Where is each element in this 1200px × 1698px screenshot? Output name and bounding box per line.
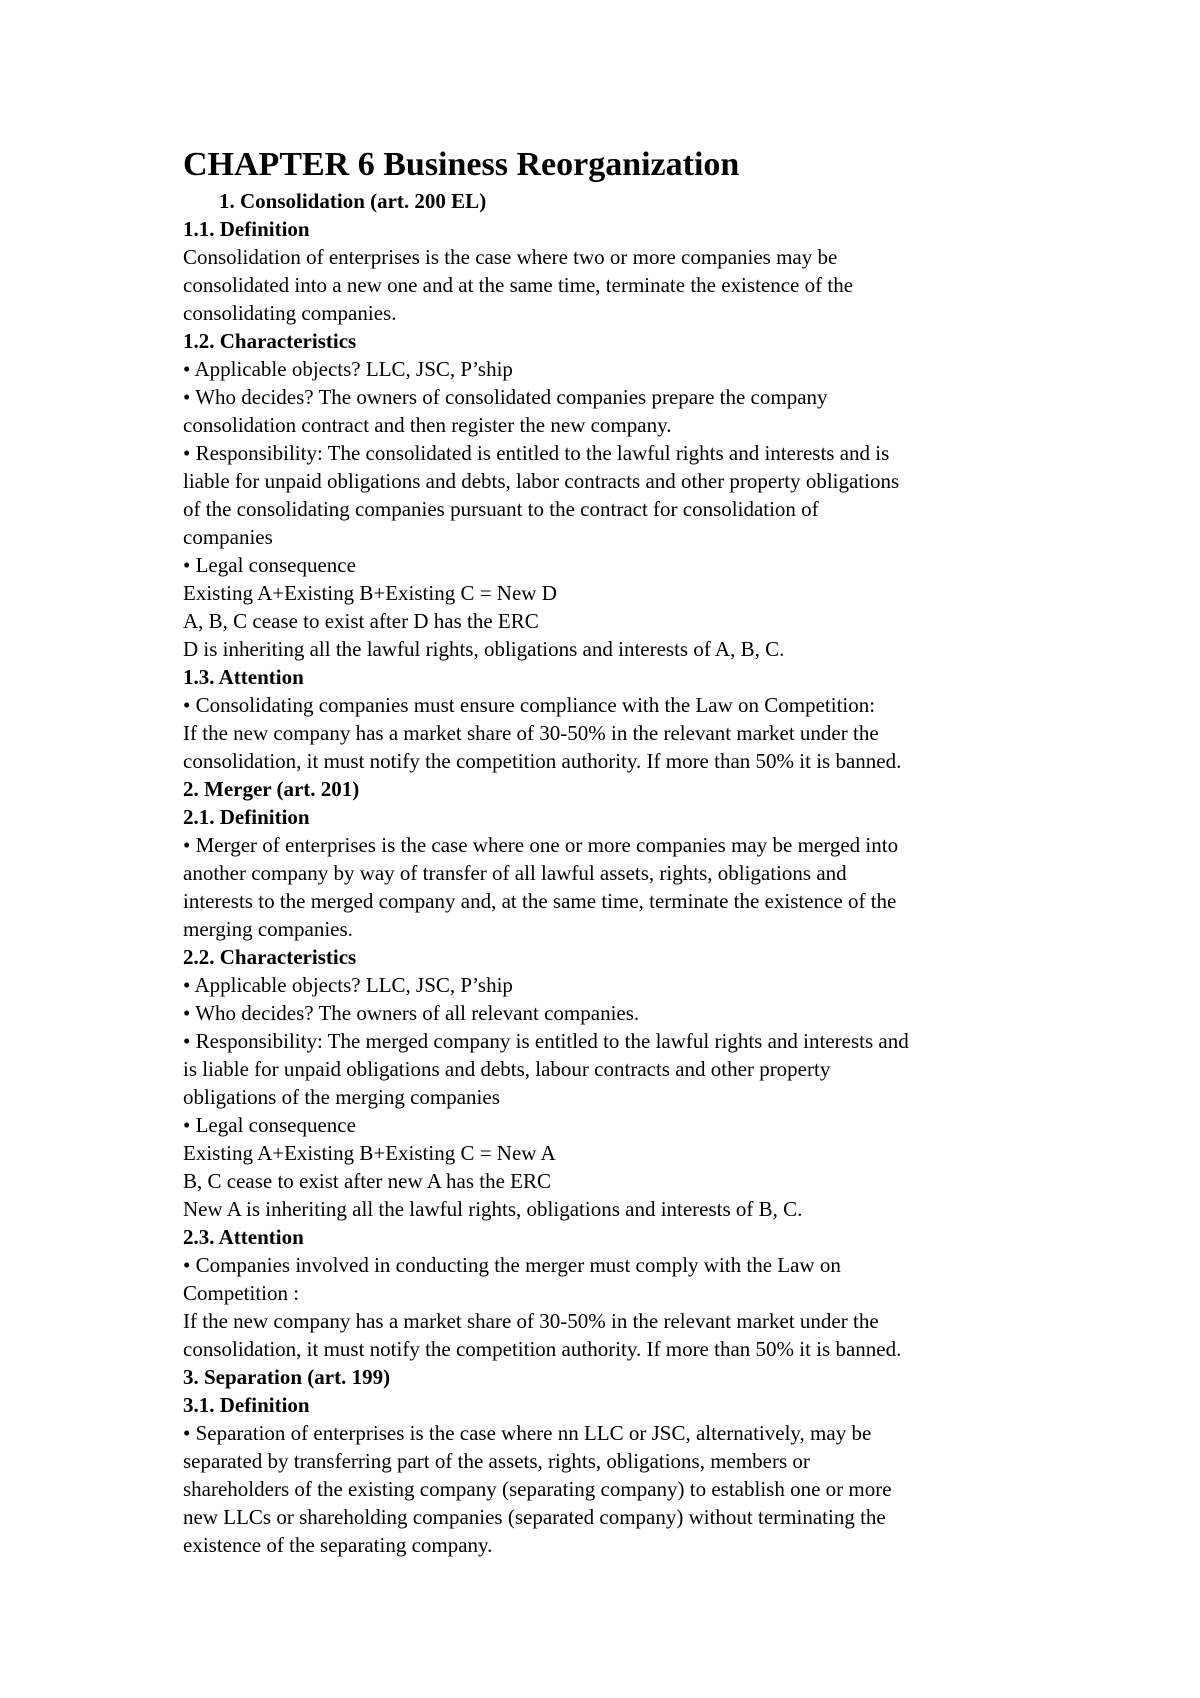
text-line: New A is inheriting all the lawful rights, obligations and interests of B, C. [183, 1197, 803, 1221]
text-line: another company by way of transfer of all lawful assets, rights, obligations and [183, 861, 847, 885]
section-heading: 2.2. Characteristics [183, 945, 357, 969]
text-line: consolidation contract and then register the new company. [183, 413, 672, 437]
text-line: shareholders of the existing company (separating company) to establish one or more [183, 1477, 892, 1501]
text-line: • Legal consequence [183, 553, 356, 577]
text-line: consolidating companies. [183, 301, 397, 325]
text-line: • Who decides? The owners of consolidated companies prepare the company [183, 385, 828, 409]
text-line: • Applicable objects? LLC, JSC, P’ship [183, 357, 513, 381]
text-line: • Companies involved in conducting the merger must comply with the Law on [183, 1253, 841, 1277]
text-line: existence of the separating company. [183, 1533, 493, 1557]
chapter-title: CHAPTER 6 Business Reorganization [183, 146, 740, 183]
section-heading: 1. Consolidation (art. 200 EL) [219, 189, 487, 213]
text-line: interests to the merged company and, at the same time, terminate the existence of the [183, 889, 897, 913]
section-heading: 1.2. Characteristics [183, 329, 357, 353]
text-line: • Responsibility: The consolidated is entitled to the lawful rights and interests and is [183, 441, 890, 465]
document-body [183, 187, 1083, 1559]
document-page [183, 145, 1083, 1559]
text-line: liable for unpaid obligations and debts, labor contracts and other property obligations [183, 469, 900, 493]
text-line: • Responsibility: The merged company is entitled to the lawful rights and interests and [183, 1029, 909, 1053]
text-line: • Applicable objects? LLC, JSC, P’ship [183, 973, 513, 997]
text-line: • Legal consequence [183, 1113, 356, 1137]
text-line: D is inheriting all the lawful rights, obligations and interests of A, B, C. [183, 637, 785, 661]
section-heading: 3. Separation (art. 199) [183, 1365, 391, 1389]
text-line: Consolidation of enterprises is the case where two or more companies may be [183, 245, 838, 269]
text-line: consolidated into a new one and at the same time, terminate the existence of the [183, 273, 854, 297]
text-line: companies [183, 525, 273, 549]
text-line: new LLCs or shareholding companies (separated company) without terminating the [183, 1505, 886, 1529]
text-line: is liable for unpaid obligations and debts, labour contracts and other property [183, 1057, 831, 1081]
text-line: obligations of the merging companies [183, 1085, 500, 1109]
text-line: • Separation of enterprises is the case where nn LLC or JSC, alternatively, may be [183, 1421, 872, 1445]
text-line: consolidation, it must notify the competition authority. If more than 50% it is banned. [183, 749, 902, 773]
section-heading: 1.1. Definition [183, 217, 310, 241]
text-line: • Consolidating companies must ensure compliance with the Law on Competition: [183, 693, 876, 717]
text-line: A, B, C cease to exist after D has the ERC [183, 609, 539, 633]
text-line: Existing A+Existing B+Existing C = New D [183, 581, 557, 605]
text-line: B, C cease to exist after new A has the ERC [183, 1169, 552, 1193]
text-line: merging companies. [183, 917, 353, 941]
text-line: • Who decides? The owners of all relevant companies. [183, 1001, 640, 1025]
text-line: Existing A+Existing B+Existing C = New A [183, 1141, 556, 1165]
text-line: Competition : [183, 1281, 300, 1305]
text-line: consolidation, it must notify the competition authority. If more than 50% it is banned. [183, 1337, 902, 1361]
text-line: If the new company has a market share of 30-50% in the relevant market under the [183, 721, 879, 745]
section-heading: 2.3. Attention [183, 1225, 304, 1249]
text-line: of the consolidating companies pursuant to the contract for consolidation of [183, 497, 819, 521]
text-line: separated by transferring part of the assets, rights, obligations, members or [183, 1449, 810, 1473]
text-line: • Merger of enterprises is the case where one or more companies may be merged into [183, 833, 899, 857]
section-heading: 1.3. Attention [183, 665, 304, 689]
section-heading: 3.1. Definition [183, 1393, 310, 1417]
text-line: If the new company has a market share of 30-50% in the relevant market under the [183, 1309, 879, 1333]
section-heading: 2.1. Definition [183, 805, 310, 829]
section-heading: 2. Merger (art. 201) [183, 777, 360, 801]
